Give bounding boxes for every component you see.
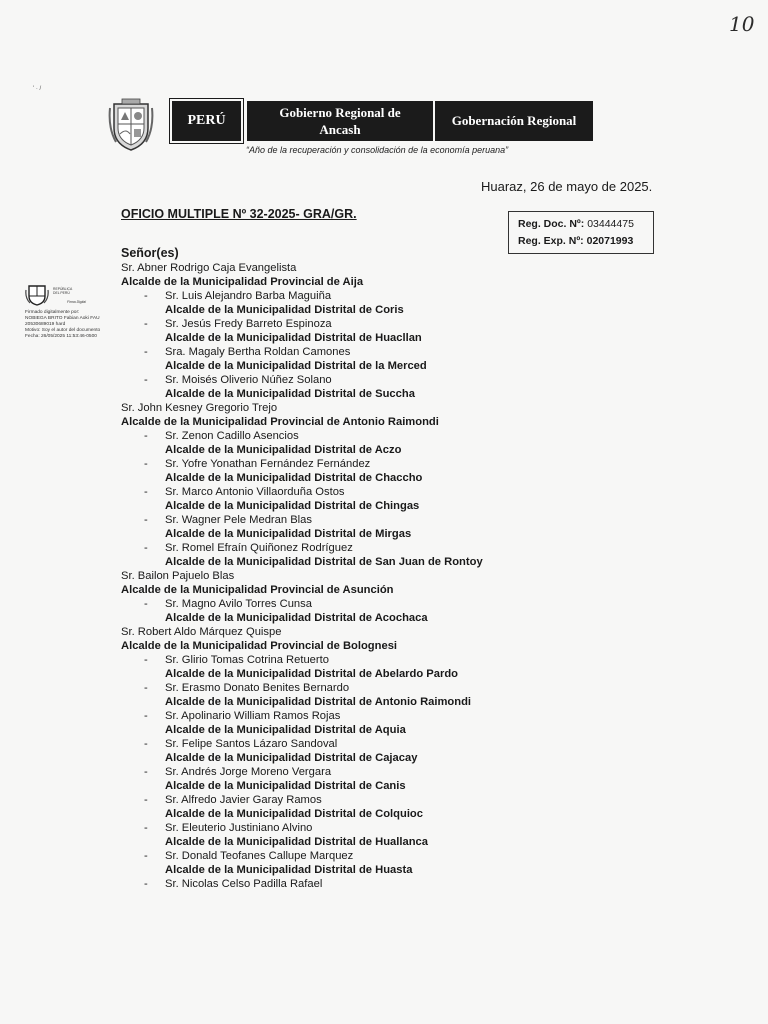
- reg-doc-label: Reg. Doc. Nº:: [518, 218, 585, 230]
- district-mayor-name: [121, 793, 483, 807]
- header-gobernacion-box: Gobernación Regional: [435, 101, 593, 141]
- letter-body: [121, 245, 483, 891]
- recipient-name: Sr. Apolinario William Ramos Rojas: [165, 710, 341, 722]
- recipient-name: Sr. Wagner Pele Medran Blas: [165, 514, 312, 526]
- bullet-dash: -: [144, 822, 148, 834]
- provincial-mayor-title: [121, 415, 483, 429]
- district-mayor-title: [121, 863, 483, 877]
- recipient-title: Alcalde de la Municipalidad Distrital de Succha: [165, 388, 415, 400]
- recipient-name: Sr. Marco Antonio Villaorduña Ostos: [165, 486, 345, 498]
- bullet-dash: -: [144, 598, 148, 610]
- recipient-title: Alcalde de la Municipalidad Distrital de Aczo: [165, 444, 402, 456]
- recipient-title: Alcalde de la Municipalidad Distrital de Colquioc: [165, 808, 423, 820]
- recipient-name: Sr. Luis Alejandro Barba Maguiña: [165, 290, 332, 302]
- stamp-republica: REPÚBLICA: [53, 286, 73, 291]
- district-mayor-name: [121, 541, 483, 555]
- district-mayor-title: [121, 443, 483, 457]
- recipient-title: Alcalde de la Municipalidad Distrital de Huacllan: [165, 332, 422, 344]
- recipient-name: Sr. Erasmo Donato Benites Bernardo: [165, 682, 350, 694]
- district-mayor-name: [121, 373, 483, 387]
- district-mayor-title: [121, 303, 483, 317]
- district-mayor-title: [121, 751, 483, 765]
- district-mayor-title: [121, 331, 483, 345]
- stamp-line: 20530689019 hard: [25, 322, 66, 327]
- recipient-name: Sr. Donald Teofanes Callupe Marquez: [165, 850, 354, 862]
- district-mayor-title: [121, 835, 483, 849]
- recipient-title: Alcalde de la Municipalidad Distrital de Antonio Raimondi: [165, 696, 472, 708]
- recipient-title: Alcalde de la Municipalidad Distrital de Canis: [165, 780, 406, 792]
- district-mayor-title: [121, 527, 483, 541]
- stamp-line: Motivo: Soy el autor del documento: [25, 328, 101, 333]
- provincial-mayor-name: [121, 625, 483, 639]
- recipient-title: Alcalde de la Municipalidad Provincial de Antonio Raimondi: [121, 416, 439, 428]
- motto: “Año de la recuperación y consolidación de la economía peruana”: [246, 145, 509, 155]
- recipient-name: Sr. Jesús Fredy Barreto Espinoza: [165, 318, 332, 330]
- district-mayor-name: [121, 457, 483, 471]
- recipient-name: Sr. Abner Rodrigo Caja Evangelista: [121, 262, 297, 274]
- stamp-firma-digital: Firma Digital: [67, 299, 87, 304]
- provincial-mayor-title: [121, 639, 483, 653]
- salutation: Señor(es): [121, 246, 179, 260]
- recipient-name: Sr. Yofre Yonathan Fernández Fernández: [165, 458, 371, 470]
- recipient-name: Sr. Alfredo Javier Garay Ramos: [165, 794, 322, 806]
- reg-doc-value: 03444475: [587, 218, 634, 230]
- recipient-list: [121, 261, 483, 891]
- scan-specks: ' · /: [33, 86, 42, 92]
- district-mayor-name: [121, 737, 483, 751]
- recipient-name: Sra. Magaly Bertha Roldan Camones: [165, 346, 351, 358]
- district-mayor-title: [121, 359, 483, 373]
- district-mayor-name: [121, 485, 483, 499]
- district-mayor-name: [121, 849, 483, 863]
- district-mayor-name: [121, 765, 483, 779]
- recipient-title: Alcalde de la Municipalidad Distrital de Aquia: [165, 724, 406, 736]
- bullet-dash: -: [144, 290, 148, 302]
- bullet-dash: -: [144, 794, 148, 806]
- header-gobierno-line1: Gobierno Regional de: [279, 105, 401, 120]
- bullet-dash: -: [144, 514, 148, 526]
- district-mayor-name: [121, 597, 483, 611]
- registration-box: [508, 211, 654, 254]
- district-mayor-title: [121, 499, 483, 513]
- stamp-line: Fecha: 26/05/2025 11:53:46-0500: [25, 334, 97, 339]
- bullet-dash: -: [144, 346, 148, 358]
- stamp-del-peru: DEL PERÚ: [53, 290, 70, 295]
- recipient-name: Sr. Robert Aldo Márquez Quispe: [121, 626, 282, 638]
- recipient-name: Sr. Moisés Oliverio Núñez Solano: [165, 374, 332, 386]
- bullet-dash: -: [144, 486, 148, 498]
- district-mayor-title: [121, 387, 483, 401]
- bullet-dash: -: [144, 710, 148, 722]
- recipient-name: Sr. Bailon Pajuelo Blas: [121, 570, 235, 582]
- bullet-dash: -: [144, 738, 148, 750]
- header-peru-box: PERÚ: [172, 101, 241, 141]
- recipient-title: Alcalde de la Municipalidad Provincial de Bolognesi: [121, 640, 398, 652]
- recipient-name: Sr. Eleuterio Justiniano Alvino: [165, 822, 313, 834]
- provincial-mayor-title: [121, 583, 483, 597]
- header-gobierno-line2: Ancash: [319, 122, 361, 137]
- bullet-dash: -: [144, 458, 148, 470]
- recipient-title: Alcalde de la Municipalidad Distrital de Chingas: [165, 500, 420, 512]
- recipient-name: Sr. Nicolas Celso Padilla Rafael: [165, 878, 323, 890]
- district-mayor-title: [121, 611, 483, 625]
- document-date: Huaraz, 26 de mayo de 2025.: [481, 179, 653, 194]
- recipient-name: Sr. John Kesney Gregorio Trejo: [121, 402, 278, 414]
- recipient-title: Alcalde de la Municipalidad Distrital de Mirgas: [165, 528, 412, 540]
- district-mayor-name: [121, 877, 483, 891]
- bullet-dash: -: [144, 766, 148, 778]
- bullet-dash: -: [144, 374, 148, 386]
- district-mayor-title: [121, 667, 483, 681]
- recipient-title: Alcalde de la Municipalidad Distrital de Cajacay: [165, 752, 418, 764]
- district-mayor-name: [121, 653, 483, 667]
- recipient-name: Sr. Glirio Tomas Cotrina Retuerto: [165, 654, 329, 666]
- provincial-mayor-title: [121, 275, 483, 289]
- district-mayor-name: [121, 429, 483, 443]
- provincial-mayor-name: [121, 261, 483, 275]
- recipient-name: Sr. Felipe Santos Lázaro Sandoval: [165, 738, 338, 750]
- recipient-name: Sr. Magno Avilo Torres Cunsa: [165, 598, 312, 610]
- digital-signature-stamp: [25, 284, 125, 340]
- provincial-mayor-name: [121, 569, 483, 583]
- bullet-dash: -: [144, 654, 148, 666]
- recipient-name: Sr. Romel Efraín Quiñonez Rodríguez: [165, 542, 353, 554]
- bullet-dash: -: [144, 878, 148, 890]
- district-mayor-name: [121, 317, 483, 331]
- stamp-line: NOBIEGA BRITO Fabian Aoki FAU: [25, 316, 100, 321]
- oficio-title: OFICIO MULTIPLE Nº 32-2025- GRA/GR.: [121, 207, 357, 221]
- stamp-line: Firmado digitalmente por:: [25, 310, 80, 315]
- reg-exp-label: Reg. Exp. Nº:: [518, 235, 584, 247]
- coat-of-arms-icon: [108, 98, 154, 154]
- recipient-title: Alcalde de la Municipalidad Distrital de San Juan de Rontoy: [165, 556, 483, 568]
- district-mayor-title: [121, 555, 483, 569]
- bullet-dash: -: [144, 430, 148, 442]
- district-mayor-title: [121, 723, 483, 737]
- district-mayor-title: [121, 779, 483, 793]
- recipient-title: Alcalde de la Municipalidad Distrital de Huallanca: [165, 836, 428, 848]
- bullet-dash: -: [144, 542, 148, 554]
- provincial-mayor-name: [121, 401, 483, 415]
- recipient-title: Alcalde de la Municipalidad Distrital de Coris: [165, 304, 404, 316]
- peru-shield-icon: [25, 284, 49, 306]
- district-mayor-name: [121, 821, 483, 835]
- bullet-dash: -: [144, 682, 148, 694]
- page-number: 10: [729, 12, 755, 36]
- recipient-title: Alcalde de la Municipalidad Distrital de la Merced: [165, 360, 427, 372]
- district-mayor-name: [121, 345, 483, 359]
- recipient-title: Alcalde de la Municipalidad Distrital de Chaccho: [165, 472, 423, 484]
- district-mayor-title: [121, 695, 483, 709]
- recipient-name: Sr. Zenon Cadillo Asencios: [165, 430, 299, 442]
- district-mayor-title: [121, 471, 483, 485]
- recipient-title: Alcalde de la Municipalidad Provincial de Aija: [121, 276, 364, 288]
- recipient-name: Sr. Andrés Jorge Moreno Vergara: [165, 766, 332, 778]
- bullet-dash: -: [144, 850, 148, 862]
- stamp-lines: [25, 310, 125, 340]
- district-mayor-name: [121, 709, 483, 723]
- bullet-dash: -: [144, 318, 148, 330]
- district-mayor-name: [121, 681, 483, 695]
- recipient-title: Alcalde de la Municipalidad Distrital de Huasta: [165, 864, 413, 876]
- district-mayor-name: [121, 513, 483, 527]
- reg-exp-value: 02071993: [586, 235, 634, 247]
- district-mayor-title: [121, 807, 483, 821]
- recipient-title: Alcalde de la Municipalidad Provincial de Asunción: [121, 584, 394, 596]
- header-gobierno-box: [247, 101, 433, 141]
- district-mayor-name: [121, 289, 483, 303]
- recipient-title: Alcalde de la Municipalidad Distrital de Acochaca: [165, 612, 428, 624]
- recipient-title: Alcalde de la Municipalidad Distrital de Abelardo Pardo: [165, 668, 459, 680]
